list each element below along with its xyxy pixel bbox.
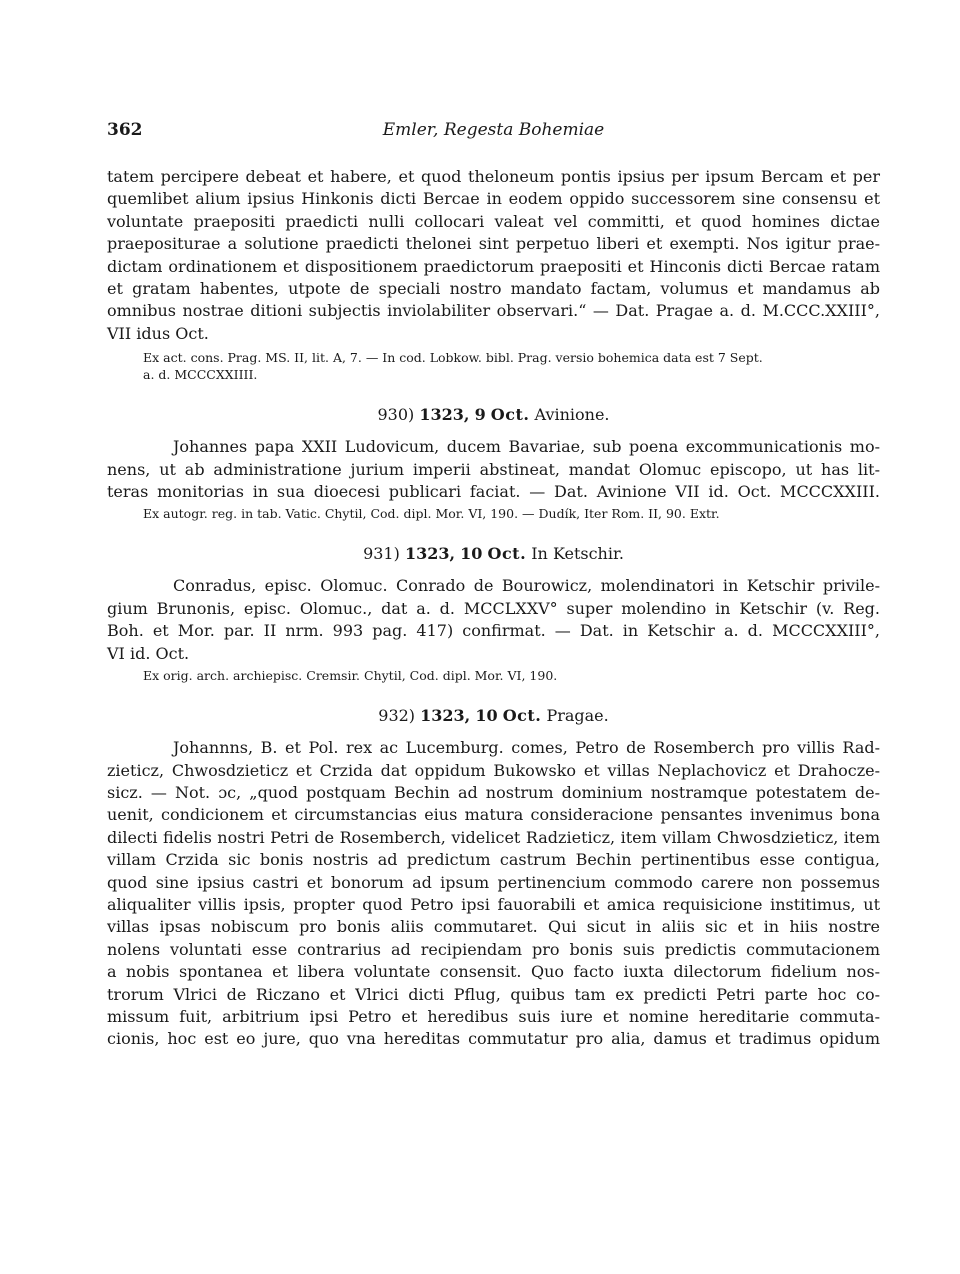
- text-line: Johannes papa XXII Ludovicum, ducem Bavariae, sub poena excommunicationis mo-: [173, 437, 880, 457]
- entry-text-930: [107, 436, 880, 503]
- text-line: Boh. et Mor. par. II nrm. 993 pag. 417) confirmat. — Dat. in Ketschir a. d. MCCCXXIII°,: [107, 621, 880, 641]
- source-note: [107, 667, 880, 684]
- entry-date-day: 10: [475, 706, 498, 726]
- text-line: gium Brunonis, episc. Olomuc., dat a. d. MCCLXXV° super molendino in Ketschir (v. Reg.: [107, 598, 880, 618]
- text-line: villam Crzida sic bonis nostris ad predictum castrum Bechin pertinentibus esse contigua,: [107, 850, 880, 870]
- entry-number: 932): [378, 706, 416, 726]
- running-title: Emler, Regesta Bohemiae: [382, 120, 605, 140]
- text-line: dictam ordinationem et dispositionem praedictorum praepositi et Hinconis dicti Bercae ratam: [107, 256, 880, 276]
- text-line: zieticz, Chwosdzieticz et Crzida dat oppidum Bukowsko et villas Neplachovicz et Drahocze-: [107, 760, 880, 780]
- source-line: Ex autogr. reg. in tab. Vatic. Chytil, Cod. dipl. Mor. VI, 190. — Dudík, Iter Rom. II, 90. Extr.: [143, 506, 720, 522]
- entry-heading-931: [107, 544, 880, 563]
- source-line: Ex orig. arch. archiepisc. Cremsir. Chytil, Cod. dipl. Mor. VI, 190.: [143, 668, 558, 684]
- text-line: VII idus Oct.: [107, 323, 209, 343]
- text-line: aliqualiter villis ipsis, propter quod Petro ipsi fauorabili et amica requisicione institimus, ut: [107, 894, 880, 914]
- text-line: villas ipsas nobiscum pro bonis aliis commutaret. Qui sicut in aliis sic et in hiis nostre: [107, 917, 880, 937]
- text-line: uenit, condicionem et circumstancias eius matura consideracione pensantes invenimus bona: [107, 805, 880, 825]
- text-line: teras monitorias in sua dioecesi publicari faciat. — Dat. Avinione VII id. Oct. MCCCXXIII.: [107, 482, 880, 502]
- text-line: a nobis spontanea et libera voluntate consensit. Quo facto iuxta dilectorum fidelium nos-: [107, 962, 880, 982]
- entry-number: 931): [363, 544, 400, 564]
- entry-place: In Ketschir.: [531, 544, 624, 564]
- entry-number: 930): [377, 405, 415, 425]
- entry-date-month: Oct.: [490, 405, 530, 425]
- text-line: praepositurae a solutione praedicti thelonei sint perpetuo liberi et exempti. Nos igitur prae-: [107, 234, 880, 254]
- text-line: omnibus nostrae ditioni subjectis inviolabiliter observari.“ — Dat. Pragae a. d. M.CCC.XXIII°,: [107, 301, 880, 321]
- page-number: 362: [107, 120, 143, 140]
- text-line: dilecti fidelis nostri Petri de Rosemberch, videlicet Radzieticz, item villam Chwosdzieticz, item: [107, 827, 880, 847]
- source-line: a. d. MCCCXXIIII.: [143, 367, 258, 383]
- page-header: [107, 120, 880, 144]
- entry-date-year: 1323,: [419, 405, 470, 425]
- entry-heading-932: [107, 706, 880, 725]
- entry-date-year: 1323,: [420, 706, 471, 726]
- entry-date-year: 1323,: [404, 544, 456, 564]
- text-line: tatem percipere debeat et habere, et quod theloneum pontis ipsius per ipsum Bercam et per: [107, 167, 880, 186]
- entry-date-month: Oct.: [502, 706, 542, 726]
- entry-date-day: 9: [474, 405, 486, 425]
- text-line: cionis, hoc est eo jure, quo vna hereditas commutatur pro alia, damus et tradimus opidum: [107, 1029, 880, 1049]
- entry-date-day: 10: [460, 544, 483, 564]
- text-line: quod sine ipsius castri et bonorum ad ipsum pertinencium commodo carere non possemus: [107, 872, 880, 892]
- text-line: VI id. Oct.: [107, 643, 190, 663]
- entry-date-month: Oct.: [487, 544, 527, 564]
- text-line: Johannns, B. et Pol. rex ac Lucemburg. comes, Petro de Rosemberch pro villis Rad-: [173, 738, 880, 758]
- text-line: sicz. — Not. ɔc, „quod postquam Bechin ad nostrum dominium nostramque potestatem de-: [107, 782, 880, 802]
- entry-place: Pragae.: [546, 706, 609, 726]
- entry-heading-930: [107, 405, 880, 424]
- text-line: voluntate praepositi praedicti nulli collocari valeat vel committi, et quod homines dictae: [107, 211, 880, 231]
- source-note: [107, 349, 880, 383]
- source-line: Ex act. cons. Prag. MS. II, lit. A, 7. — In cod. Lobkow. bibl. Prag. versio bohemica data est 7 Sept.: [143, 350, 763, 366]
- text-line: missum fuit, arbitrium ipsi Petro et heredibus suis iure et nomine hereditarie commuta-: [107, 1006, 880, 1026]
- page-body: [107, 166, 880, 1051]
- text-line: nens, ut ab administratione jurium imperii abstineat, mandat Olomuc episcopo, ut has lit-: [107, 459, 880, 479]
- source-note: [107, 505, 880, 522]
- entry-text-931: [107, 575, 880, 665]
- text-line: quemlibet alium ipsius Hinkonis dicti Bercae in eodem oppido successorem sine consensu et: [107, 189, 880, 209]
- text-line: Conradus, episc. Olomuc. Conrado de Bourowicz, molendinatori in Ketschir privile-: [173, 576, 880, 596]
- continuation-paragraph: [107, 166, 880, 345]
- entry-place: Avinione.: [534, 405, 610, 425]
- text-line: trorum Vlrici de Riczano et Vlrici dicti Pflug, quibus tam ex predicti Petri parte hoc co-: [107, 984, 880, 1004]
- entry-text-932: [107, 737, 880, 1051]
- text-line: nolens voluntati esse contrarius ad recipiendam pro bonis suis predictis commutacionem: [107, 939, 880, 959]
- text-line: et gratam habentes, utpote de speciali nostro mandato factam, volumus et mandamus ab: [107, 279, 880, 299]
